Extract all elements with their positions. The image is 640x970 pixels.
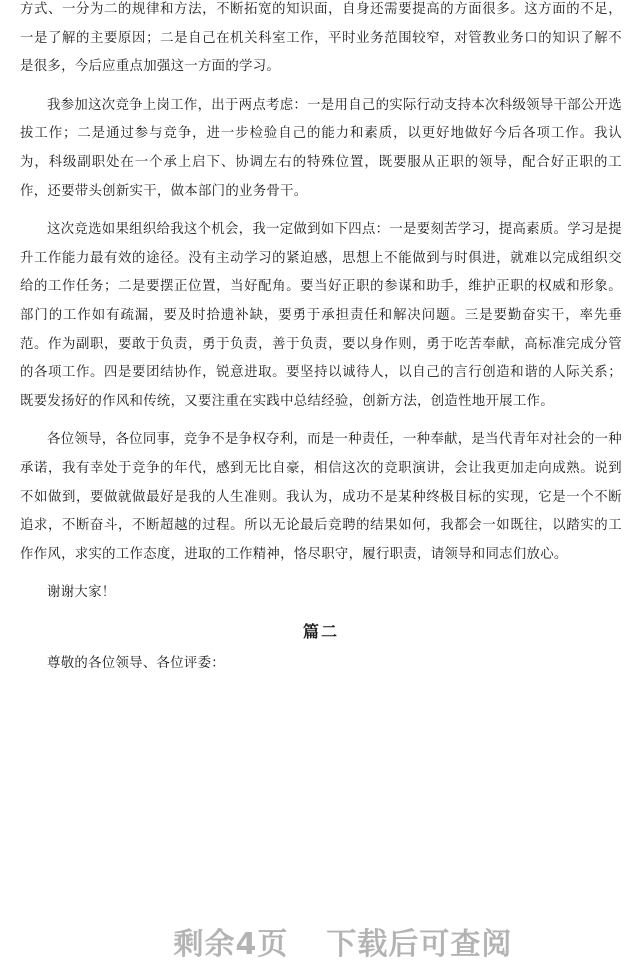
paragraph-closing-remarks: 各位领导，各位同事，竞争不是争权夺利，而是一种责任，一种奉献，是当代青年对社会的一种承诺，我有幸处于竞争的年代，感到无比自豪，相信这次的竞职演讲，会让我更加走向成熟。说到不如做到，要做就做最好是我的人生准则。我认为，成功不是某种终极目标的实现，它是一个不断追求，不断奋斗，不断超越的过程。所以无论最后竞聘的结果如何，我都会一如既往，以踏实的工作作风，求实的工作态度，进取的工作精神，恪尽职守，履行职责，请领导和同志们放心。 — [20, 432, 623, 562]
remaining-pages-label: 剩余4页 — [173, 927, 289, 962]
paragraph-spacer — [20, 82, 622, 92]
paragraph-spacer — [20, 206, 622, 216]
section-title: 篇二 — [302, 621, 339, 641]
paragraph-motivation: 我参加这次竞争上岗工作，出于两点考虑：一是用自己的实际行动支持本次科级领导干部公开选拔工作；二是通过参与竞争，进一步检验自己的能力和素质，以更好地做好今后各项工作。我认为，科级副职处在一个承上启下、协调左右的特殊位置，既要服从正职的领导，配合好正职的工作，还要带头创新实干，做本部门的业务骨干。 — [20, 97, 623, 199]
paragraph-intro-continuation: 方式、一分为二的规律和方法，不断拓宽的知识面，自身还需要提高的方面很多。这方面的不足，一是了解的主要原因；二是自己在机关科室工作，平时业务范围较窄，对管教业务口的知识了解不是很多，今后应重点加强这一方面的学习。 — [20, 2, 622, 75]
paragraph-spacer — [20, 569, 622, 579]
document-body — [20, 0, 622, 678]
paragraph-thanks: 谢谢大家！ — [47, 585, 116, 601]
download-hint-label: 下载后可查阅 — [326, 927, 513, 962]
paragraph-spacer — [20, 416, 622, 426]
download-banner[interactable] — [0, 884, 640, 970]
paragraph-four-commitments: 这次竞选如果组织给我这个机会，我一定做到如下四点：一是要刻苦学习，提高素质。学习是提升工作能力最有效的途径。没有主动学习的紧迫感，思想上不能做到与时俱进，就难以完成组织交给的工作任务；二是要摆正位置，当好配角。要当好正职的参谋和助手，维护正职的权威和形象。部门的工作如有疏漏，要及时拾遗补缺，要勇于承担责任和解决问题。三是要勤奋实干，率先垂范。作为副职，要敢于负责，勇于负责，善于负责，要以身作则，勇于吃苦奉献，高标准完成分管的各项工作。四是要团结协作，锐意进取。要坚持以诚待人，以自己的言行创造和谐的人际关系；既要发扬好的作风和传统，又要注重在实践中总结经验，创新方法，创造性地开展工作。 — [20, 222, 623, 409]
paragraph-spacer — [20, 608, 622, 618]
salutation-line: 尊敬的各位领导、各位评委： — [47, 655, 225, 671]
